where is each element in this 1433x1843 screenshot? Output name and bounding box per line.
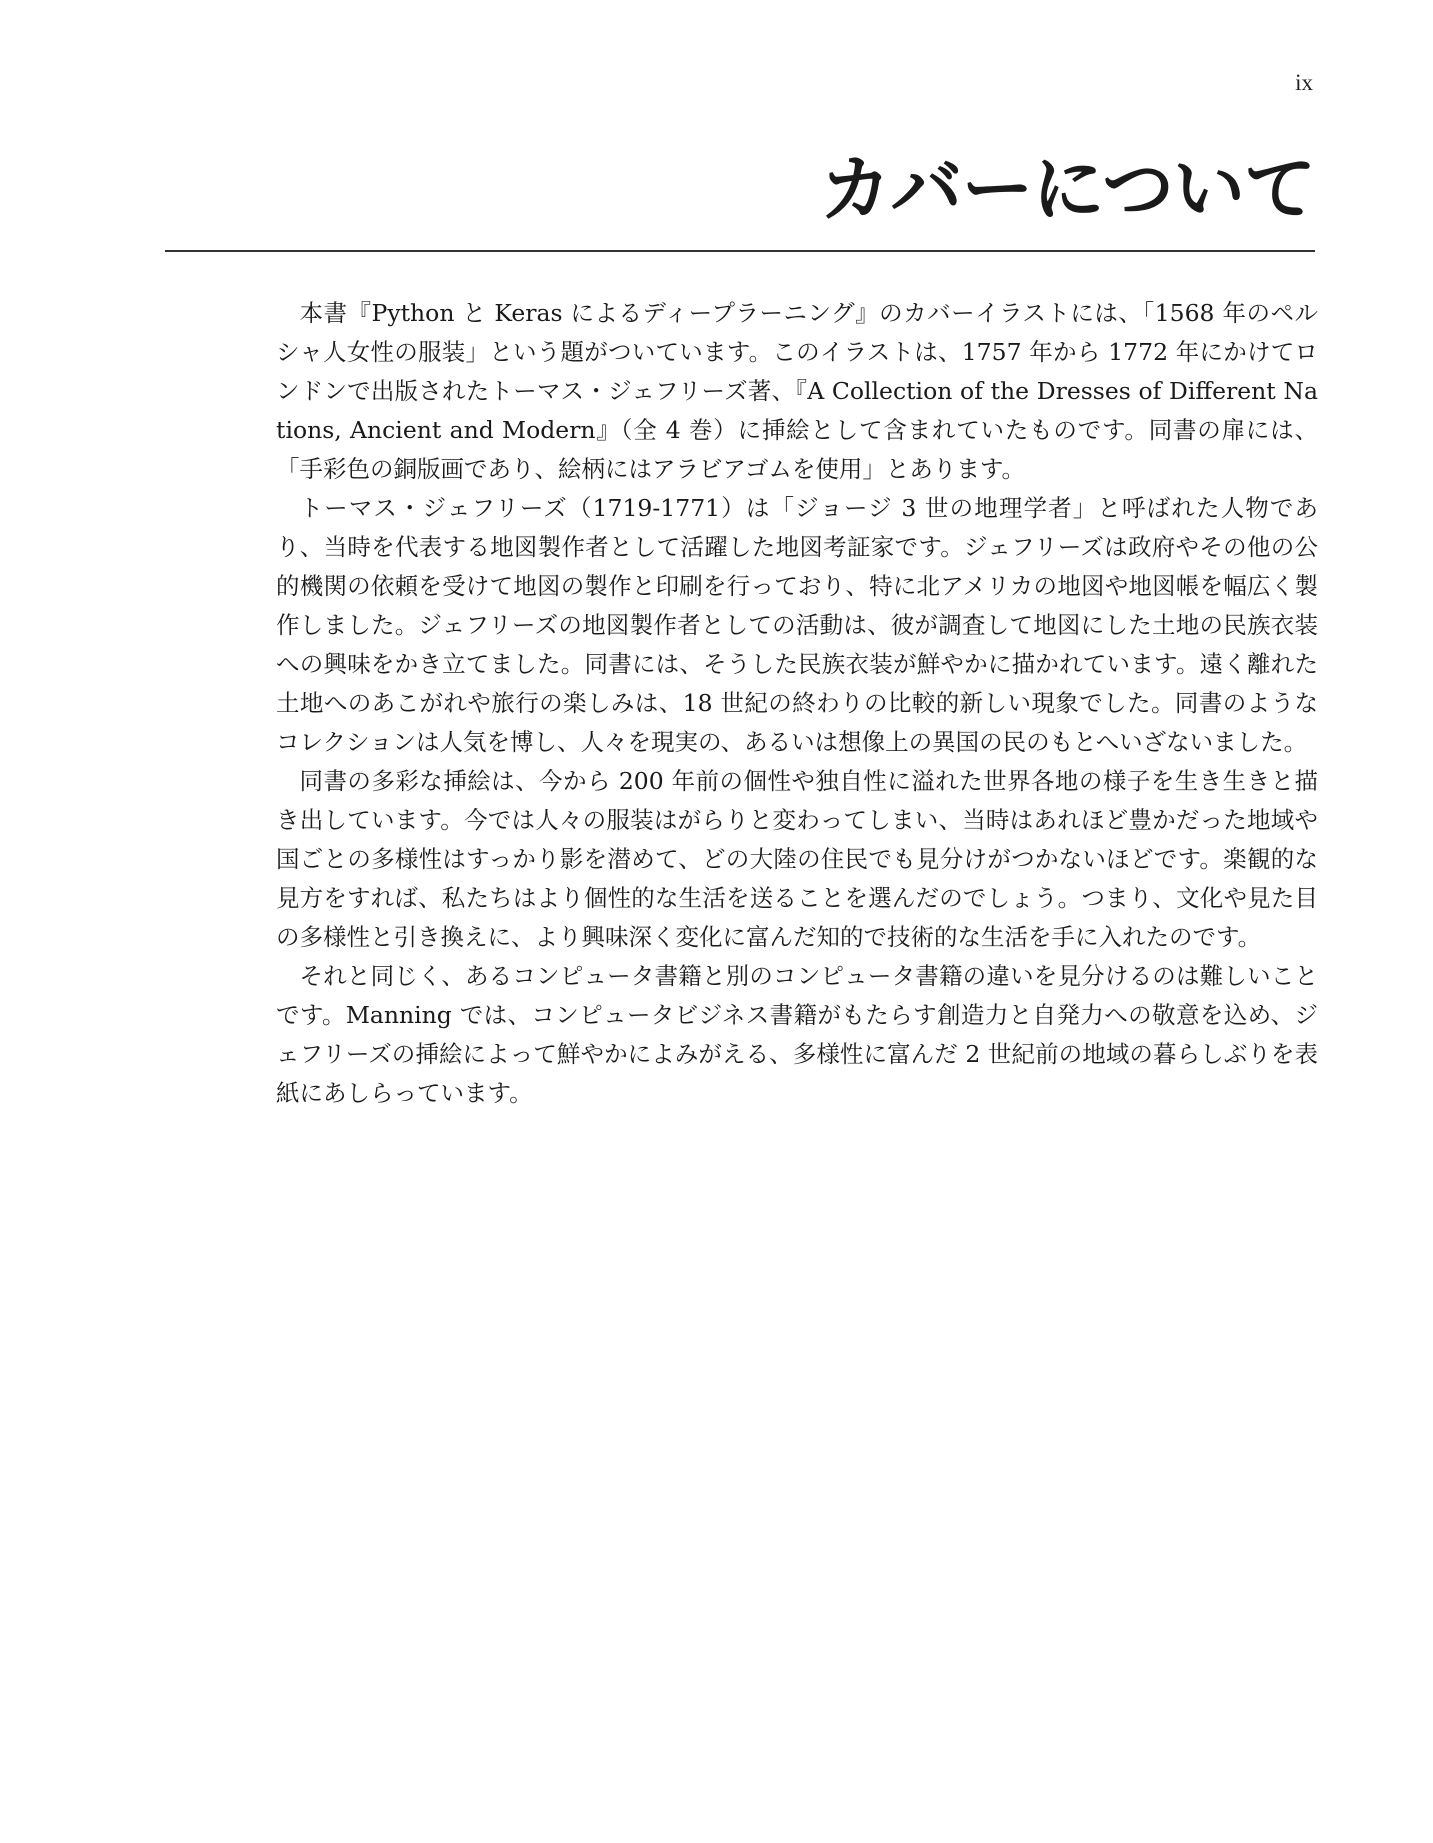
body-text [276,294,1318,1113]
chapter-title: カバーについて [819,147,1315,231]
title-divider [165,250,1315,252]
paragraph-cover-illustration: 本書『Python と Keras によるディープラーニング』のカバーイラストには、「1568 年のペルシャ人女性の服装」という題がついています。このイラストは、1757 年から 1772 年にかけてロンドンで出版されたトーマス・ジェフリーズ著、『A Collection of the Dresses of Different Nations, Ancient and Modern』（全 4 巻）に挿絵として含まれていたものです。同書の扉には、「手彩色の銅版画であり、絵柄にはアラビアゴムを使用」とあります。 [276,299,1318,483]
page-number: ix [1295,70,1313,95]
paragraph-thomas-jefferys: トーマス・ジェフリーズ（1719-1771）は「ジョージ 3 世の地理学者」と呼ばれた人物であり、当時を代表する地図製作者として活躍した地図考証家です。ジェフリーズは政府やその他の公的機関の依頼を受けて地図の製作と印刷を行っており、特に北アメリカの地図や地図帳を幅広く製作しました。ジェフリーズの地図製作者としての活動は、彼が調査して地図にした土地の民族衣装への興味をかき立てました。同書には、そうした民族衣装が鮮やかに描かれています。遠く離れた土地へのあこがれや旅行の楽しみは、18 世紀の終わりの比較的新しい現象でした。同書のようなコレクションは人気を博し、人々を現実の、あるいは想像上の異国の民のもとへいざないました。 [276,494,1318,756]
paragraph-manning: それと同じく、あるコンピュータ書籍と別のコンピュータ書籍の違いを見分けるのは難しいことです。Manning では、コンピュータビジネス書籍がもたらす創造力と自発力への敬意を込め、ジェフリーズの挿絵によって鮮やかによみがえる、多様性に富んだ 2 世紀前の地域の暮らしぶりを表紙にあしらっています。 [276,962,1318,1107]
paragraph-diversity: 同書の多彩な挿絵は、今から 200 年前の個性や独自性に溢れた世界各地の様子を生き生きと描き出しています。今では人々の服装はがらりと変わってしまい、当時はあれほど豊かだった地域や国ごとの多様性はすっかり影を潜めて、どの大陸の住民でも見分けがつかないほどです。楽観的な見方をすれば、私たちはより個性的な生活を送ることを選んだのでしょう。つまり、文化や見た目の多様性と引き換えに、より興味深く変化に富んだ知的で技術的な生活を手に入れたのです。 [276,767,1318,951]
